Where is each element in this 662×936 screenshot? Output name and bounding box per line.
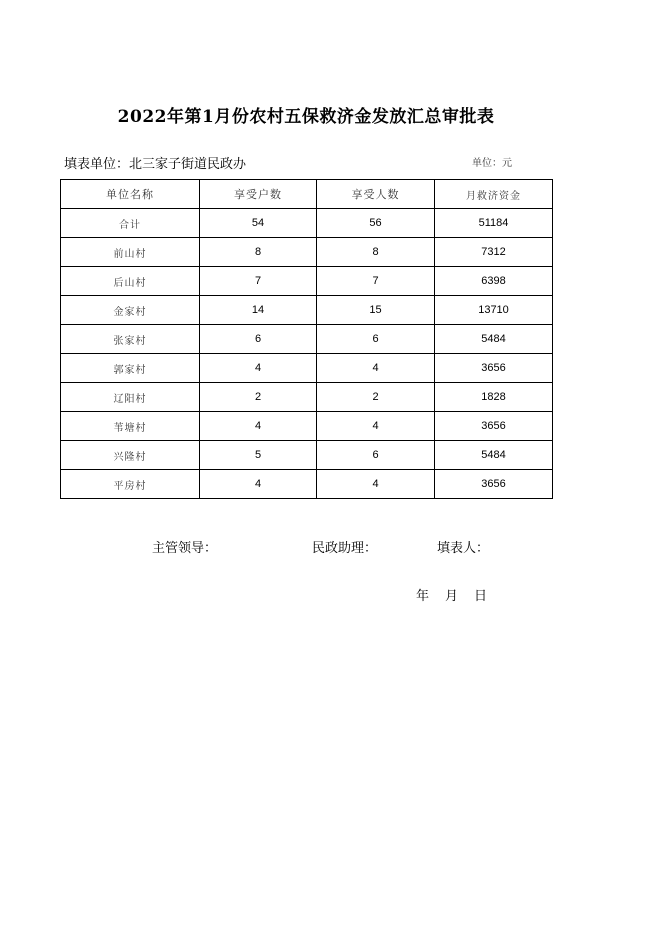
table-row	[61, 296, 553, 325]
cell-people: 4	[317, 354, 435, 383]
header-people: 享受人数	[317, 180, 435, 209]
cell-people: 56	[317, 209, 435, 238]
cell-unit-name: 前山村	[61, 238, 200, 267]
filling-unit: 填表单位：北三家子街道民政办	[64, 157, 247, 172]
date-month-label: 月	[445, 589, 459, 604]
cell-unit-name: 合计	[61, 209, 200, 238]
table-header-row	[61, 180, 553, 209]
signature-filler-label: 填表人：	[437, 541, 490, 556]
cell-unit-name: 金家村	[61, 296, 200, 325]
cell-people: 8	[317, 238, 435, 267]
header-households: 享受户数	[200, 180, 317, 209]
cell-people: 4	[317, 470, 435, 499]
date-line	[416, 585, 487, 604]
header-monthly-fund: 月救济资金	[435, 180, 553, 209]
cell-households: 54	[200, 209, 317, 238]
cell-unit-name: 兴隆村	[61, 441, 200, 470]
cell-households: 4	[200, 354, 317, 383]
table-row	[61, 470, 553, 499]
cell-fund: 7312	[435, 238, 553, 267]
page-title: 2022年第1月份农村五保救济金发放汇总审批表	[117, 107, 495, 127]
cell-unit-name: 后山村	[61, 267, 200, 296]
table-row	[61, 412, 553, 441]
cell-households: 6	[200, 325, 317, 354]
cell-fund: 6398	[435, 267, 553, 296]
relief-summary-table	[60, 179, 553, 499]
cell-people: 6	[317, 325, 435, 354]
signature-supervisor-label: 主管领导：	[152, 541, 218, 556]
cell-unit-name: 平房村	[61, 470, 200, 499]
table-row	[61, 267, 553, 296]
cell-people: 7	[317, 267, 435, 296]
cell-households: 2	[200, 383, 317, 412]
cell-households: 8	[200, 238, 317, 267]
table-row-total	[61, 209, 553, 238]
cell-unit-name: 郭家村	[61, 354, 200, 383]
cell-unit-name: 苇塘村	[61, 412, 200, 441]
cell-fund: 3656	[435, 470, 553, 499]
table-row	[61, 383, 553, 412]
cell-fund: 5484	[435, 325, 553, 354]
cell-fund: 5484	[435, 441, 553, 470]
cell-households: 4	[200, 412, 317, 441]
cell-unit-name: 辽阳村	[61, 383, 200, 412]
cell-people: 15	[317, 296, 435, 325]
date-day-label: 日	[474, 589, 488, 604]
cell-households: 7	[200, 267, 317, 296]
table-row	[61, 441, 553, 470]
table-row	[61, 354, 553, 383]
cell-fund: 3656	[435, 412, 553, 441]
currency-unit: 单位：元	[472, 158, 512, 169]
cell-people: 4	[317, 412, 435, 441]
cell-households: 14	[200, 296, 317, 325]
date-year-label: 年	[416, 589, 430, 604]
table-row	[61, 325, 553, 354]
table-row	[61, 238, 553, 267]
cell-people: 2	[317, 383, 435, 412]
cell-fund: 3656	[435, 354, 553, 383]
cell-people: 6	[317, 441, 435, 470]
cell-households: 4	[200, 470, 317, 499]
cell-fund: 13710	[435, 296, 553, 325]
signature-civil-assistant-label: 民政助理：	[312, 541, 378, 556]
cell-fund: 1828	[435, 383, 553, 412]
header-unit-name: 单位名称	[61, 180, 200, 209]
cell-households: 5	[200, 441, 317, 470]
cell-fund: 51184	[435, 209, 553, 238]
cell-unit-name: 张家村	[61, 325, 200, 354]
